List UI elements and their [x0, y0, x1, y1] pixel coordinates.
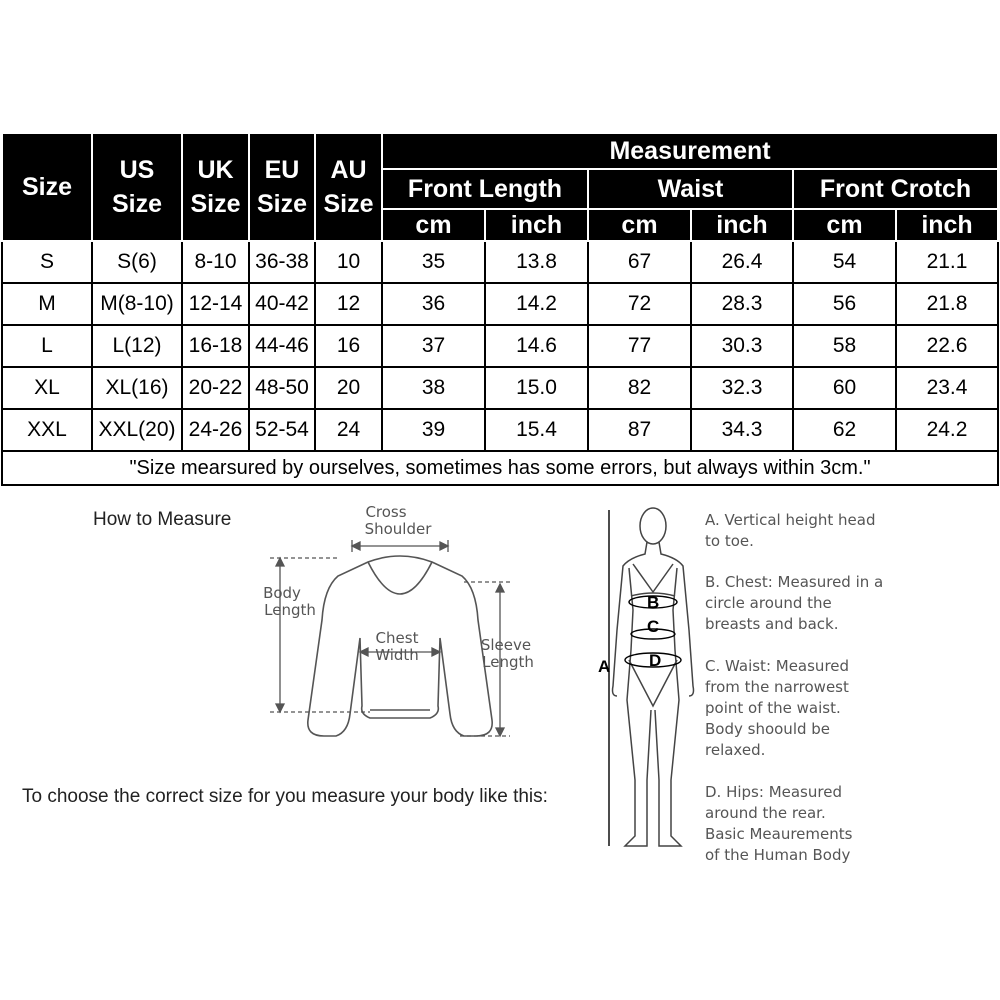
table-cell: 36 [382, 283, 485, 325]
table-cell: 22.6 [896, 325, 998, 367]
table-cell: 13.8 [485, 241, 588, 283]
description-d: D. Hips: Measured around the rear. Basic Meaurements of the Human Body [705, 783, 853, 864]
table-cell: 8-10 [182, 241, 249, 283]
table-row [2, 283, 998, 325]
header-unit-cm: cm [793, 209, 896, 241]
label-sleeve: Sleeve [480, 636, 532, 654]
header-unit-cm: cm [588, 209, 691, 241]
table-cell: 87 [588, 409, 691, 451]
table-cell: 16 [315, 325, 382, 367]
table-cell: XXL [2, 409, 92, 451]
table-cell: 54 [793, 241, 896, 283]
table-cell: 38 [382, 367, 485, 409]
table-cell: 56 [793, 283, 896, 325]
table-cell: 23.4 [896, 367, 998, 409]
header-front-length: Front Length [382, 169, 588, 209]
letter-c: C [647, 617, 660, 636]
table-cell: XL(16) [92, 367, 182, 409]
letter-a: A [598, 657, 611, 676]
table-cell: 21.8 [896, 283, 998, 325]
table-body [2, 241, 998, 451]
table-cell: 77 [588, 325, 691, 367]
header-unit-cm: cm [382, 209, 485, 241]
header-eu-size: EU Size [249, 133, 315, 241]
table-cell: XXL(20) [92, 409, 182, 451]
header-size: Size [2, 133, 92, 241]
table-cell: S(6) [92, 241, 182, 283]
table-cell: 10 [315, 241, 382, 283]
table-row [2, 325, 998, 367]
table-cell: 60 [793, 367, 896, 409]
table-cell: 30.3 [691, 325, 793, 367]
table-cell: 24.2 [896, 409, 998, 451]
table-cell: 52-54 [249, 409, 315, 451]
table-cell: 67 [588, 241, 691, 283]
table-cell: 58 [793, 325, 896, 367]
label-width: Width [375, 646, 419, 664]
header-unit-inch: inch [485, 209, 588, 241]
table-cell: 14.2 [485, 283, 588, 325]
table-cell: 12 [315, 283, 382, 325]
label-shoulder: Shoulder [364, 520, 432, 538]
table-cell: 34.3 [691, 409, 793, 451]
table-row [2, 409, 998, 451]
table-cell: L [2, 325, 92, 367]
header-measurement: Measurement [382, 133, 998, 169]
garment-diagram [250, 500, 550, 750]
table-cell: 20 [315, 367, 382, 409]
table-cell: S [2, 241, 92, 283]
letter-b: B [647, 593, 660, 612]
table-cell: 20-22 [182, 367, 249, 409]
measure-rings [609, 510, 681, 846]
header-uk-size: UK Size [182, 133, 249, 241]
table-cell: 44-46 [249, 325, 315, 367]
table-cell: 72 [588, 283, 691, 325]
table-cell: 14.6 [485, 325, 588, 367]
table-row [2, 367, 998, 409]
body-diagram [595, 500, 705, 860]
table-cell: 15.0 [485, 367, 588, 409]
how-to-measure-title: How to Measure [93, 509, 232, 530]
description-b: B. Chest: Measured in a circle around the breasts and back. [705, 573, 884, 633]
table-cell: XL [2, 367, 92, 409]
table-cell: 32.3 [691, 367, 793, 409]
description-a: A. Vertical height head to toe. [705, 511, 876, 550]
label-chest: Chest [375, 629, 419, 647]
table-cell: 48-50 [249, 367, 315, 409]
table-cell: 28.3 [691, 283, 793, 325]
instruction-text: To choose the correct size for you measure your body like this: [22, 786, 548, 807]
table-cell: 36-38 [249, 241, 315, 283]
table-cell: 40-42 [249, 283, 315, 325]
size-chart-table [1, 132, 999, 486]
table-cell: 35 [382, 241, 485, 283]
header-waist: Waist [588, 169, 793, 209]
table-row [2, 241, 998, 283]
table-cell: 37 [382, 325, 485, 367]
table-cell: 21.1 [896, 241, 998, 283]
table-cell: L(12) [92, 325, 182, 367]
table-note: "Size mearsured by ourselves, sometimes has some errors, but always within 3cm." [2, 451, 998, 485]
description-c: C. Waist: Measured from the narrowest point of the waist. Body shoould be relaxed. [705, 657, 850, 759]
table-cell: 24-26 [182, 409, 249, 451]
human-figure-icon [613, 508, 694, 846]
header-us-size: US Size [92, 133, 182, 241]
table-cell: 24 [315, 409, 382, 451]
label-cross: Cross [365, 503, 407, 521]
table-cell: 26.4 [691, 241, 793, 283]
letter-d: D [649, 651, 662, 670]
table-cell: 12-14 [182, 283, 249, 325]
header-front-crotch: Front Crotch [793, 169, 998, 209]
header-unit-inch: inch [896, 209, 998, 241]
table-cell: 62 [793, 409, 896, 451]
label-body-length: Length [264, 601, 316, 619]
header-au-size: AU Size [315, 133, 382, 241]
table-cell: 39 [382, 409, 485, 451]
header-unit-inch: inch [691, 209, 793, 241]
table-cell: 82 [588, 367, 691, 409]
table-cell: 16-18 [182, 325, 249, 367]
table-cell: M(8-10) [92, 283, 182, 325]
label-sleeve-length: Length [482, 653, 534, 671]
table-cell: 15.4 [485, 409, 588, 451]
label-body: Body [263, 584, 301, 602]
table-cell: M [2, 283, 92, 325]
